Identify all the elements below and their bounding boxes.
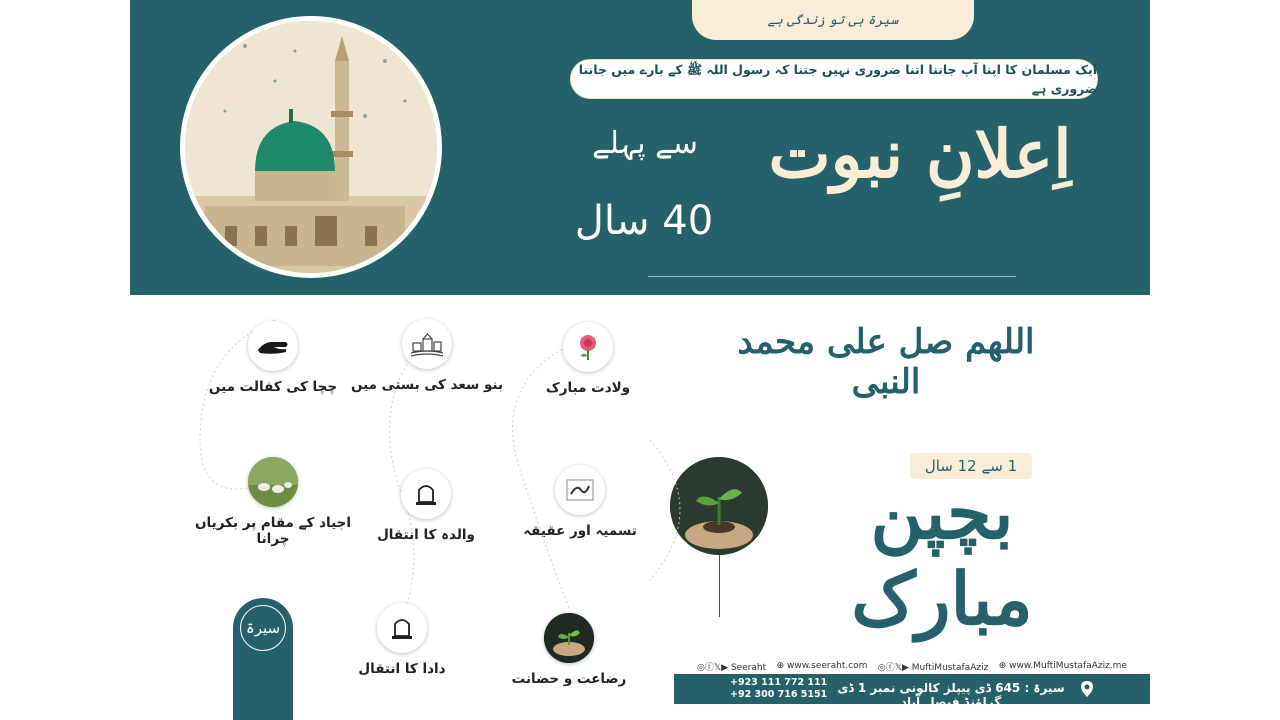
sheep-icon (248, 457, 298, 507)
se-pehle-text: سے پہلے (592, 126, 698, 161)
timeline-label: اجیاد کے مقام پر بکریاں چرانا (195, 515, 351, 547)
timeline-label: دادا کا انتقال (358, 661, 446, 677)
intro-pill (570, 59, 1098, 99)
social-handle-1[interactable]: ◎ⓕ𝕏▶ Seeraht (697, 662, 767, 673)
timeline-label: رضاعت و حضانت (511, 671, 627, 687)
tagline-pill (692, 0, 974, 40)
timeline-item (193, 457, 353, 547)
timeline-label: تسمیہ اور عقیقہ (523, 523, 637, 539)
address-text: سیرۃ : 645 ڈی پیپلز کالونی نمبر 1 ڈی گراؤنڈ فیصل آباد (837, 681, 1065, 709)
banner-title: اِعلانِ نبوت (768, 115, 1072, 193)
banner-divider (648, 276, 1016, 277)
rose-icon (563, 322, 613, 372)
timeline-item (346, 469, 506, 543)
contact-row (697, 659, 1127, 673)
timeline-item (193, 321, 353, 395)
timeline-label: والدہ کا انتقال (377, 527, 475, 543)
phone-numbers (730, 677, 827, 701)
brand-tab (233, 598, 293, 720)
plant-hands-icon (544, 613, 594, 663)
timeline-label: ولادت مبارک (545, 380, 631, 396)
mosque-medallion-image (180, 16, 442, 278)
age-range-tag: 1 سے 12 سال (910, 453, 1032, 479)
intro-text: ایک مسلمان کا اپنا آپ جاننا اتنا ضروری نہیں جتنا کہ رسول اللہ ﷺ کے بارے میں جاننا ضروری ہے (578, 62, 1097, 96)
section-heading: بچپن مبارک (851, 470, 1033, 642)
timeline-item (508, 322, 668, 396)
village-icon (402, 319, 452, 369)
website-link-1[interactable]: ⊕ www.seeraht.com (776, 661, 868, 671)
hand-icon (248, 321, 298, 371)
years-text: 40 سال (574, 198, 714, 244)
timeline-item (500, 465, 660, 539)
timeline-item (489, 613, 649, 687)
header-banner (130, 0, 1150, 295)
grave-icon (401, 469, 451, 519)
phone-2[interactable]: +92 300 716 5151 (730, 689, 828, 700)
tagline-text: سیرۃ ہی تو زندگی ہے (767, 12, 899, 28)
timeline-item (322, 603, 482, 677)
timeline-label: بنو سعد کی بستی میں (350, 377, 504, 393)
location-pin-icon (1080, 680, 1094, 698)
grave-icon (377, 603, 427, 653)
timeline-label: چچا کی کفالت میں (208, 379, 338, 395)
website-link-2[interactable]: ⊕ www.MuftiMustafaAziz.me (998, 661, 1127, 671)
timeline-stem (719, 555, 720, 617)
brand-logo: سیرۃ (240, 605, 286, 651)
phone-1[interactable]: +923 111 772 111 (730, 677, 828, 688)
footer-contact-bar (674, 674, 1150, 709)
calligraphy-icon (555, 465, 605, 515)
darood-calligraphy: اللھم صل علی محمد النبی (737, 322, 1035, 402)
timeline-item (347, 319, 507, 393)
social-handle-2[interactable]: ◎ⓕ𝕏▶ MuftiMustafaAziz (877, 662, 989, 673)
